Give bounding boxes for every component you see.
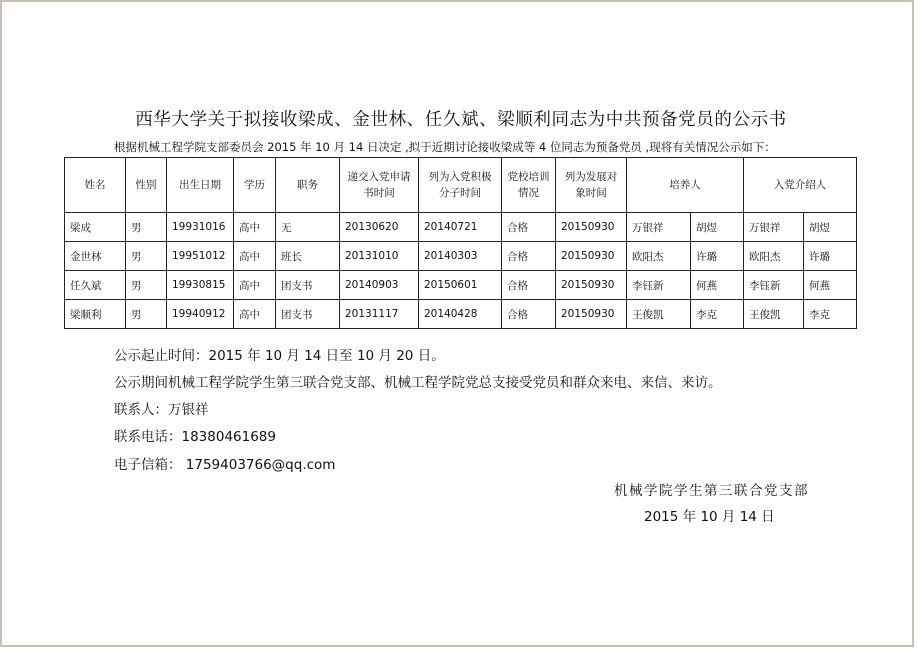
cell-candidate-date: 20150930: [556, 300, 627, 329]
cell-candidate-date: 20150930: [556, 271, 627, 300]
cell-activist-date: 20140303: [419, 242, 502, 271]
cell-introducer-1: 王俊凯: [744, 300, 804, 329]
cell-gender: 男: [126, 300, 167, 329]
header-candidate-date: 列为发展对象时间: [556, 158, 627, 213]
signature-org: 机械学院学生第三联合党支部: [614, 483, 809, 499]
cell-training: 合格: [502, 271, 556, 300]
cell-name: 梁成: [65, 213, 126, 242]
cell-trainer-2: 胡煜: [691, 213, 744, 242]
cell-name: 梁顺利: [65, 300, 126, 329]
signature-date: 2015 年 10 月 14 日: [644, 509, 775, 525]
header-activist-date: 列为入党积极分子时间: [419, 158, 502, 213]
header-training: 党校培训情况: [502, 158, 556, 213]
cell-trainer-1: 李钰新: [627, 271, 691, 300]
header-application-date: 递交入党申请书时间: [340, 158, 419, 213]
cell-training: 合格: [502, 242, 556, 271]
cell-application-date: 20131117: [340, 300, 419, 329]
cell-candidate-date: 20150930: [556, 242, 627, 271]
header-education: 学历: [234, 158, 276, 213]
header-name: 姓名: [65, 158, 126, 213]
header-duty: 职务: [276, 158, 340, 213]
candidate-table: [64, 157, 857, 329]
cell-introducer-2: 李克: [804, 300, 857, 329]
cell-education: 高中: [234, 213, 276, 242]
cell-introducer-1: 李钰新: [744, 271, 804, 300]
cell-candidate-date: 20150930: [556, 213, 627, 242]
cell-education: 高中: [234, 300, 276, 329]
cell-trainer-1: 王俊凯: [627, 300, 691, 329]
table-row: [65, 242, 857, 271]
cell-application-date: 20131010: [340, 242, 419, 271]
table-row: [65, 213, 857, 242]
cell-trainer-1: 欧阳杰: [627, 242, 691, 271]
cell-duty: 班长: [276, 242, 340, 271]
cell-duty: 团支书: [276, 271, 340, 300]
contact-person: 联系人：万银祥: [114, 402, 209, 418]
contact-phone: 联系电话：18380461689: [114, 429, 276, 445]
cell-birth-date: 19940912: [167, 300, 234, 329]
cell-trainer-2: 许璐: [691, 242, 744, 271]
header-birth-date: 出生日期: [167, 158, 234, 213]
cell-trainer-2: 李克: [691, 300, 744, 329]
cell-duty: 无: [276, 213, 340, 242]
contact-email: 电子信箱： 1759403766@qq.com: [114, 457, 336, 473]
cell-birth-date: 19931016: [167, 213, 234, 242]
cell-introducer-2: 许璐: [804, 242, 857, 271]
cell-education: 高中: [234, 271, 276, 300]
header-trainer: 培养人: [627, 158, 744, 213]
cell-gender: 男: [126, 213, 167, 242]
cell-birth-date: 19951012: [167, 242, 234, 271]
cell-application-date: 20140903: [340, 271, 419, 300]
cell-trainer-1: 万银祥: [627, 213, 691, 242]
intro-text: 根据机械工程学院支部委员会 2015 年 10 月 14 日决定 ,拟于近期讨论接收梁成等 4 位同志为预备党员 ,现将有关情况公示如下：: [114, 140, 776, 154]
cell-name: 金世林: [65, 242, 126, 271]
cell-gender: 男: [126, 271, 167, 300]
cell-introducer-1: 万银祥: [744, 213, 804, 242]
cell-activist-date: 20150601: [419, 271, 502, 300]
cell-activist-date: 20140428: [419, 300, 502, 329]
cell-introducer-1: 欧阳杰: [744, 242, 804, 271]
header-gender: 性别: [126, 158, 167, 213]
table-row: [65, 271, 857, 300]
cell-activist-date: 20140721: [419, 213, 502, 242]
table-header-row: [65, 158, 857, 213]
cell-education: 高中: [234, 242, 276, 271]
cell-training: 合格: [502, 213, 556, 242]
cell-duty: 团支书: [276, 300, 340, 329]
cell-trainer-2: 何燕: [691, 271, 744, 300]
table-row: [65, 300, 857, 329]
cell-training: 合格: [502, 300, 556, 329]
cell-introducer-2: 胡煜: [804, 213, 857, 242]
supervision-text: 公示期间机械工程学院学生第三联合党支部、机械工程学院党总支接受党员和群众来电、来信、来访。: [114, 375, 722, 391]
header-introducer: 入党介绍人: [744, 158, 857, 213]
cell-birth-date: 19930815: [167, 271, 234, 300]
publicity-period: 公示起止时间：2015 年 10 月 14 日至 10 月 20 日。: [114, 348, 445, 364]
cell-name: 任久斌: [65, 271, 126, 300]
cell-gender: 男: [126, 242, 167, 271]
cell-introducer-2: 何燕: [804, 271, 857, 300]
cell-application-date: 20130620: [340, 213, 419, 242]
document-title: 西华大学关于拟接收梁成、金世林、任久斌、梁顺利同志为中共预备党员的公示书: [135, 110, 787, 130]
